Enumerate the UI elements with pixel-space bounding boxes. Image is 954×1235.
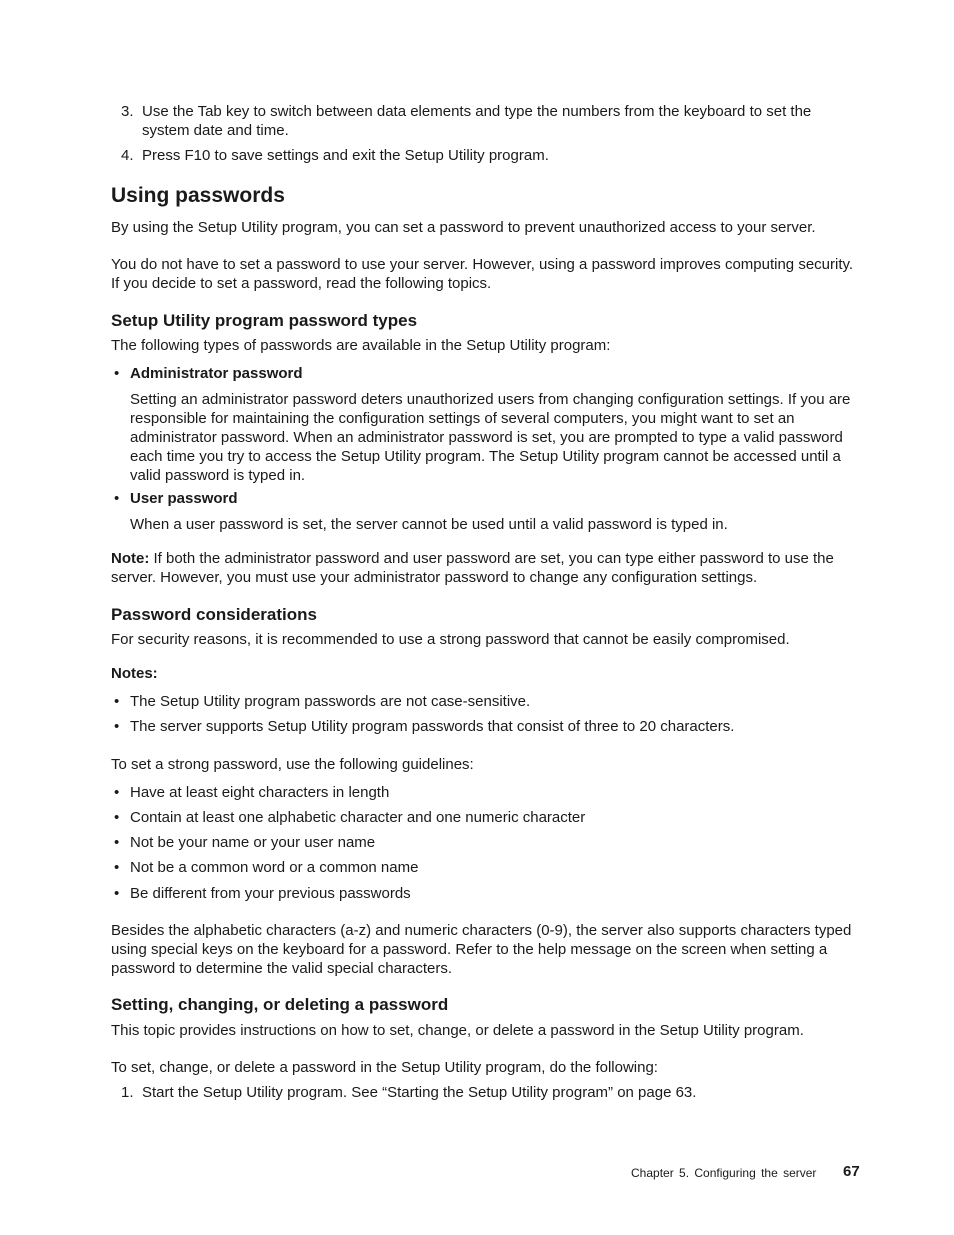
- footer-chapter-title: Chapter 5. Configuring the server: [631, 1166, 817, 1180]
- bullet-icon: •: [114, 885, 120, 902]
- admin-password-description: Setting an administrator password deters unauthorized users from changing configuration settings. If you are responsible for maintaining the configuration settings of several computers, you might want to set an administrator password. When an administrator password is set, you are prompted to type a valid password each time you try to access the Setup Utility program. The Setup Utility program cannot be accessed until a valid password is typed in.: [130, 391, 851, 484]
- subsection-heading-setting-password: Setting, changing, or deleting a password: [111, 995, 449, 1014]
- note-paragraph: [111, 549, 863, 587]
- admin-password-label: Administrator password: [130, 365, 303, 382]
- intro-paragraph: You do not have to set a password to use your server. However, using a password improves computing security. If you decide to set a password, read the following topics.: [111, 256, 854, 292]
- bullet-icon: •: [114, 784, 120, 801]
- note-item: The server supports Setup Utility program passwords that consist of three to 20 characters.: [130, 718, 735, 735]
- step-text: Press F10 to save settings and exit the Setup Utility program.: [142, 147, 549, 164]
- guidelines-lead: To set a strong password, use the following guidelines:: [111, 756, 474, 773]
- bullet-icon: •: [114, 834, 120, 851]
- intro-paragraph: By using the Setup Utility program, you can set a password to prevent unauthorized access to your server.: [111, 219, 816, 236]
- step-number: 1.: [121, 1084, 134, 1101]
- subsection-heading-considerations: Password considerations: [111, 605, 317, 624]
- page-number: 67: [843, 1163, 860, 1180]
- step-number: 3.: [121, 103, 134, 120]
- types-lead: The following types of passwords are available in the Setup Utility program:: [111, 337, 611, 354]
- guideline-item: Not be your name or your user name: [130, 834, 376, 851]
- step-number: 4.: [121, 147, 134, 164]
- note-item: The Setup Utility program passwords are not case-sensitive.: [130, 693, 531, 710]
- step-text: Start the Setup Utility program. See “Starting the Setup Utility program” on page 63.: [142, 1084, 697, 1101]
- user-password-label: User password: [130, 490, 238, 507]
- bullet-icon: •: [114, 365, 120, 382]
- user-password-description: When a user password is set, the server cannot be used until a valid password is typed in.: [130, 516, 728, 533]
- bullet-icon: •: [114, 809, 120, 826]
- guideline-item: Be different from your previous passwords: [130, 885, 411, 902]
- setting-lead: This topic provides instructions on how to set, change, or delete a password in the Setup Utility program.: [111, 1022, 804, 1039]
- notes-label: Notes:: [111, 665, 158, 682]
- bullet-icon: •: [114, 859, 120, 876]
- guideline-item: Not be a common word or a common name: [130, 859, 419, 876]
- section-title: Using passwords: [111, 184, 285, 207]
- note-label: Note:: [111, 550, 150, 567]
- guideline-item: Contain at least one alphabetic character and one numeric character: [130, 809, 586, 826]
- setting-steps-lead: To set, change, or delete a password in the Setup Utility program, do the following:: [111, 1059, 658, 1076]
- step-text: Use the Tab key to switch between data elements and type the numbers from the keyboard to set the system date and time.: [142, 103, 812, 139]
- special-characters-paragraph: Besides the alphabetic characters (a-z) and numeric characters (0-9), the server also supports characters typed using special keys on the keyboard for a password. Refer to the help message on the screen when setting a password to determine the valid special characters.: [111, 922, 852, 977]
- subsection-heading-password-types: Setup Utility program password types: [111, 311, 418, 330]
- bullet-icon: •: [114, 490, 120, 507]
- considerations-lead: For security reasons, it is recommended to use a strong password that cannot be easily compromised.: [111, 631, 790, 648]
- guideline-item: Have at least eight characters in length: [130, 784, 390, 801]
- bullet-icon: •: [114, 718, 120, 735]
- bullet-icon: •: [114, 693, 120, 710]
- note-text: If both the administrator password and user password are set, you can type either password to use the server. However, you must use your administrator password to change any configuration settings.: [111, 550, 834, 586]
